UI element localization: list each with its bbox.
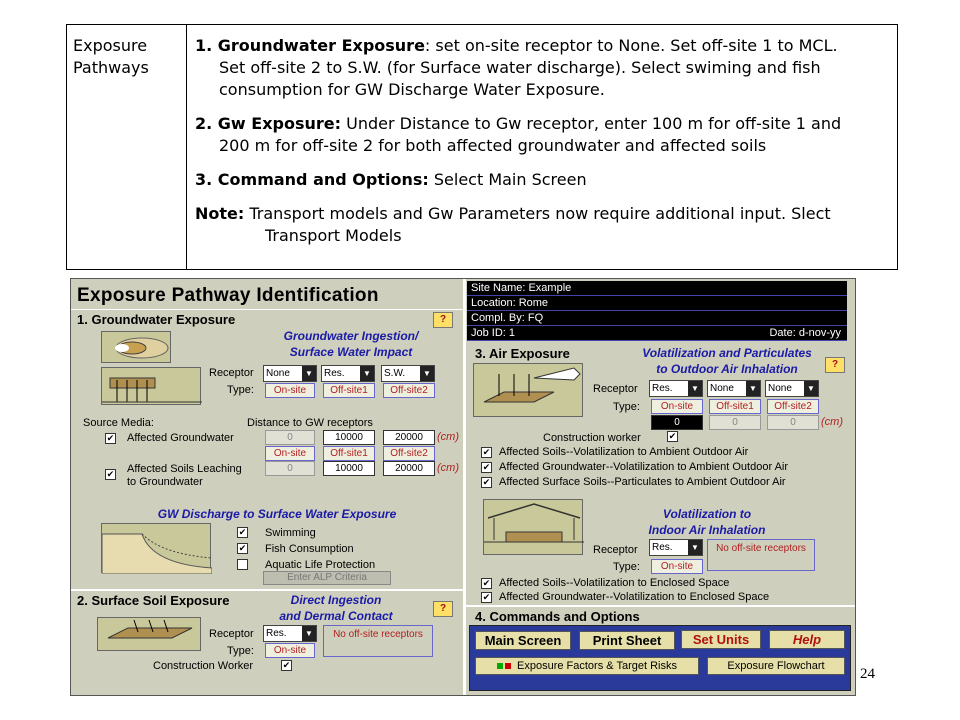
air-subtitle-2: to Outdoor Air Inhalation <box>656 362 798 376</box>
page-number: 24 <box>860 666 875 682</box>
instruction-steps-cell <box>187 25 897 269</box>
dist-type-offsite2: Off-site2 <box>383 446 435 461</box>
gw-help-button[interactable]: ? <box>433 312 453 328</box>
chevron-down-icon: ▼ <box>688 381 702 396</box>
air-receptor-label: Receptor <box>593 383 638 395</box>
gw-receptor-onsite-select[interactable]: None ▼ <box>263 365 317 382</box>
soil-icon <box>97 617 201 651</box>
step2-text: Under Distance to Gw receptor, enter 100 m for off-site 1 and <box>341 114 842 133</box>
site-compl-by: Compl. By: FQ <box>467 311 847 326</box>
chevron-down-icon: ▼ <box>688 540 702 555</box>
air-opt5-label: Affected Groundwater--Volatilization to Enclosed Space <box>499 591 770 603</box>
step-2 <box>195 113 889 157</box>
instruction-table <box>66 24 898 270</box>
air-type-onsite: On-site <box>651 399 703 414</box>
soil-type-onsite: On-site <box>265 643 315 658</box>
soil-help-button[interactable]: ? <box>433 601 453 617</box>
air-receptor-offsite2-select[interactable]: None ▼ <box>765 380 819 397</box>
gw-subtitle-2: Surface Water Impact <box>289 345 413 359</box>
aquatic-label: Aquatic Life Protection <box>265 559 376 571</box>
note-head: Note: <box>195 204 245 223</box>
note-l2: Transport Models <box>265 226 402 245</box>
commands-title: 4. Commands and Options <box>475 609 640 624</box>
step-1 <box>195 35 889 101</box>
site-name: Site Name: Example <box>467 281 847 296</box>
affected-soils-label-2: to Groundwater <box>127 476 203 488</box>
air-opt1-checkbox[interactable]: ✔ <box>482 447 491 457</box>
indoor-type-label: Type: <box>613 561 640 573</box>
note-text: Transport models and Gw Parameters now require additional input. Slect <box>244 204 831 223</box>
step1-head: 1. Groundwater Exposure <box>195 36 425 55</box>
gw-cross-section-icon <box>101 367 201 405</box>
site-location: Location: Rome <box>467 296 847 311</box>
chevron-down-icon: ▼ <box>746 381 760 396</box>
chevron-down-icon: ▼ <box>420 366 434 381</box>
air-dist-unit: (cm) <box>821 416 843 428</box>
air-section-title: 3. Air Exposure <box>475 346 570 361</box>
air-opt5-checkbox[interactable]: ✔ <box>482 592 491 602</box>
indoor-subtitle-2: Indoor Air Inhalation <box>648 523 766 537</box>
affected-soils-label-1: Affected Soils Leaching <box>127 463 242 475</box>
swimming-checkbox[interactable]: ✔ <box>238 527 247 537</box>
air-receptor-onsite-select[interactable]: Res. ▼ <box>649 380 703 397</box>
affected-gw-label: Affected Groundwater <box>127 432 234 444</box>
air-type-offsite2: Off-site2 <box>767 399 819 414</box>
chevron-down-icon: ▼ <box>302 366 316 381</box>
gw-receptor-offsite1-select[interactable]: Res. ▼ <box>321 365 375 382</box>
chevron-down-icon: ▼ <box>360 366 374 381</box>
indoor-receptor-select[interactable]: Res. ▼ <box>649 539 703 556</box>
vertical-divider <box>463 279 466 696</box>
indoor-air-icon <box>483 499 583 555</box>
set-units-button[interactable]: Set Units <box>681 630 761 649</box>
swimming-label: Swimming <box>265 527 316 539</box>
indoor-type-onsite: On-site <box>651 559 703 574</box>
label-line1: Exposure <box>73 36 148 55</box>
left-divider <box>71 589 463 591</box>
gw-type-onsite: On-site <box>265 383 315 398</box>
indoor-receptor-label: Receptor <box>593 544 638 556</box>
air-opt3-label: Affected Surface Soils--Particulates to Ambient Outdoor Air <box>499 476 786 488</box>
exposure-pathway-window <box>70 278 856 696</box>
air-opt4-checkbox[interactable]: ✔ <box>482 578 491 588</box>
help-button[interactable]: Help <box>769 630 845 649</box>
gw-receptor-offsite2-select[interactable]: S.W. ▼ <box>381 365 435 382</box>
air-type-offsite1: Off-site1 <box>709 399 761 414</box>
soil-receptor-select[interactable]: Res. ▼ <box>263 625 317 642</box>
air-help-button[interactable]: ? <box>825 357 845 373</box>
main-screen-button[interactable]: Main Screen <box>475 631 571 650</box>
chevron-down-icon: ▼ <box>804 381 818 396</box>
step1-l2: Set off-site 2 to S.W. (for Surface water discharge). Select swiming and fish <box>219 58 821 77</box>
gw-dist-offsite2[interactable]: 20000 <box>383 430 435 445</box>
print-sheet-button[interactable]: Print Sheet <box>579 631 675 650</box>
affected-gw-checkbox[interactable]: ✔ <box>106 433 115 443</box>
soil-construction-checkbox[interactable]: ✔ <box>282 660 291 670</box>
fish-label: Fish Consumption <box>265 543 354 555</box>
air-opt2-checkbox[interactable]: ✔ <box>482 462 491 472</box>
indoor-subtitle-1: Volatilization to <box>662 507 752 521</box>
fish-checkbox[interactable]: ✔ <box>238 543 247 553</box>
air-opt1-label: Affected Soils--Volatilization to Ambient Outdoor Air <box>499 446 749 458</box>
step2-l2: 200 m for off-site 2 for both affected groundwater and affected soils <box>219 136 767 155</box>
air-type-label: Type: <box>613 401 640 413</box>
soil-subtitle-2: and Dermal Contact <box>279 609 393 623</box>
discharge-title: GW Discharge to Surface Water Exposure <box>157 507 397 521</box>
step3-text: Select Main Screen <box>428 170 587 189</box>
job-id: Job ID: 1 <box>471 327 516 339</box>
label-line2: Pathways <box>73 58 149 77</box>
exposure-flowchart-button[interactable]: Exposure Flowchart <box>707 657 845 675</box>
step2-head: 2. Gw Exposure: <box>195 114 342 133</box>
air-construction-checkbox[interactable]: ✔ <box>668 431 677 441</box>
air-opt4-label: Affected Soils--Volatilization to Enclosed Space <box>499 577 730 589</box>
air-receptor-offsite1-select[interactable]: None ▼ <box>707 380 761 397</box>
soil-no-offsite: No off-site receptors <box>323 625 433 657</box>
soil-dist-offsite1[interactable]: 10000 <box>323 461 375 476</box>
air-opt3-checkbox[interactable]: ✔ <box>482 477 491 487</box>
gw-type-label: Type: <box>227 384 254 396</box>
exposure-factors-label: Exposure Factors & Target Risks <box>517 660 677 672</box>
soil-dist-onsite: 0 <box>265 461 315 476</box>
step-3 <box>195 169 889 191</box>
soil-receptor-label: Receptor <box>209 628 254 640</box>
gw-dist-offsite1[interactable]: 10000 <box>323 430 375 445</box>
step1-text: : set on-site receptor to None. Set off-site 1 to MCL. <box>424 36 838 55</box>
gw-section-title: 1. Groundwater Exposure <box>77 312 236 327</box>
source-media-label: Source Media: <box>83 417 154 429</box>
soil-subtitle-1: Direct Ingestion <box>290 593 382 607</box>
soil-type-label: Type: <box>227 645 254 657</box>
air-dist-onsite[interactable]: 0 <box>651 415 703 430</box>
title-divider <box>71 309 463 310</box>
alp-criteria-button[interactable]: Enter ALP Criteria <box>263 571 391 585</box>
instruction-label-cell <box>67 25 187 269</box>
note <box>195 203 889 247</box>
chevron-down-icon: ▼ <box>302 626 316 641</box>
dist-type-onsite: On-site <box>265 446 315 461</box>
window-title: Exposure Pathway Identification <box>77 285 379 306</box>
step3-head: 3. Command and Options: <box>195 170 429 189</box>
distance-label: Distance to GW receptors <box>247 417 373 429</box>
exposure-factors-button[interactable] <box>475 657 699 675</box>
affected-soils-checkbox[interactable]: ✔ <box>106 469 115 479</box>
plume-map-icon <box>101 331 171 363</box>
soil-construction-label: Construction Worker <box>153 660 254 672</box>
soil-section-title: 2. Surface Soil Exposure <box>77 593 230 608</box>
aquatic-checkbox[interactable] <box>237 559 248 570</box>
air-subtitle-1: Volatilization and Particulates <box>642 346 812 360</box>
discharge-icon <box>101 523 211 573</box>
gw-type-offsite1: Off-site1 <box>323 383 375 398</box>
soil-dist-unit: (cm) <box>437 462 459 474</box>
commands-divider <box>466 605 856 607</box>
air-opt2-label: Affected Groundwater--Volatilization to Ambient Outdoor Air <box>499 461 789 473</box>
soil-dist-offsite2[interactable]: 20000 <box>383 461 435 476</box>
gw-dist-unit: (cm) <box>437 431 459 443</box>
indoor-no-offsite: No off-site receptors <box>707 539 815 571</box>
site-info-panel <box>467 281 847 341</box>
gw-type-offsite2: Off-site2 <box>383 383 435 398</box>
gw-dist-onsite: 0 <box>265 430 315 445</box>
step1-l3: consumption for GW Discharge Water Exposure. <box>219 80 605 99</box>
dist-type-offsite1: Off-site1 <box>323 446 375 461</box>
job-row <box>467 326 847 341</box>
air-dist-offsite1: 0 <box>709 415 761 430</box>
gw-subtitle-1: Groundwater Ingestion/ <box>283 329 419 343</box>
outdoor-air-icon <box>473 363 583 417</box>
gw-receptor-label: Receptor <box>209 367 254 379</box>
air-dist-offsite2: 0 <box>767 415 819 430</box>
status-squares-icon <box>497 663 511 669</box>
job-date: Date: d-nov-yy <box>769 327 841 339</box>
air-construction-label: Construction worker <box>543 432 641 444</box>
